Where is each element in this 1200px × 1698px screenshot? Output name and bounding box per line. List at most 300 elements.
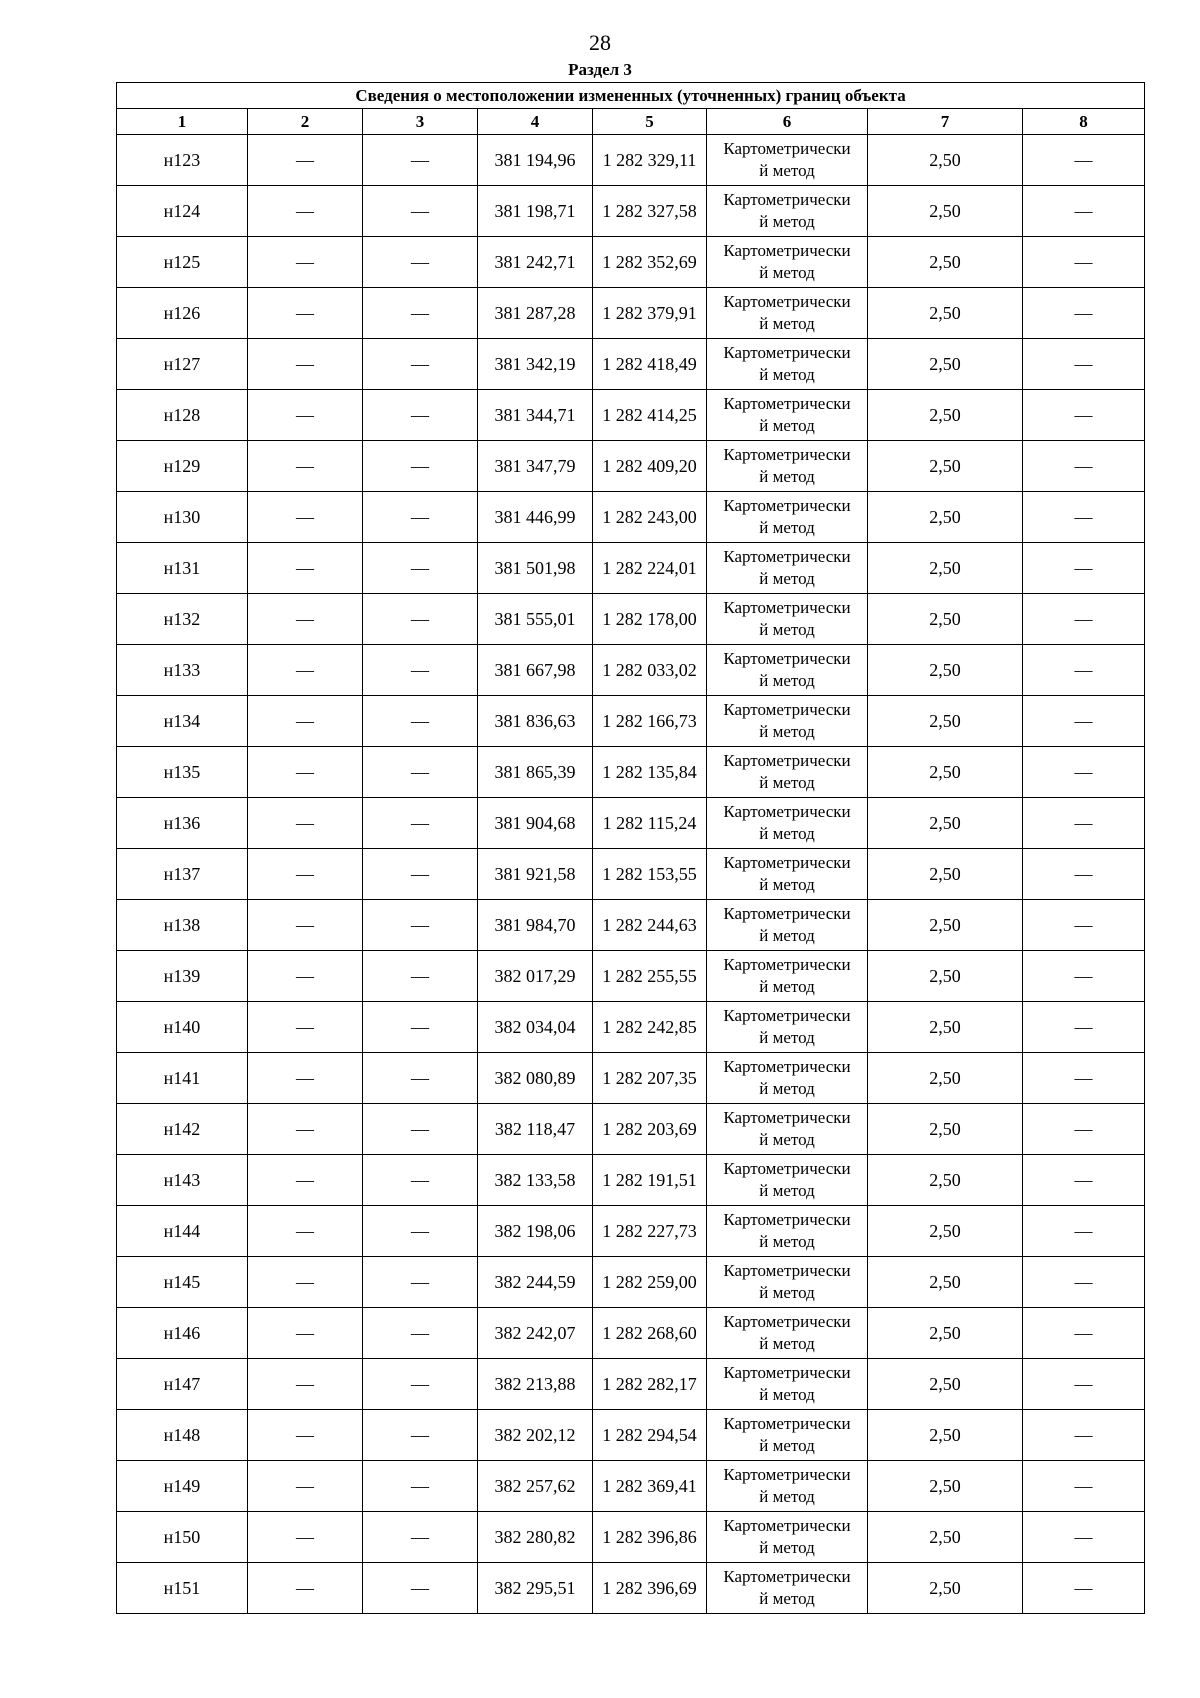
table-row xyxy=(117,1002,1145,1053)
point-cell: н137 xyxy=(117,849,248,900)
empty-value-cell: — xyxy=(1023,1359,1145,1410)
empty-value-cell: — xyxy=(363,441,478,492)
method-line-1: Картометрически xyxy=(723,394,851,413)
x-coordinate-cell: 382 295,51 xyxy=(478,1563,593,1614)
accuracy-cell: 2,50 xyxy=(868,1308,1023,1359)
accuracy-cell: 2,50 xyxy=(868,1206,1023,1257)
table-row xyxy=(117,798,1145,849)
empty-value-cell: — xyxy=(248,1308,363,1359)
x-coordinate-cell: 381 342,19 xyxy=(478,339,593,390)
empty-value-cell: — xyxy=(363,849,478,900)
method-cell xyxy=(707,696,868,747)
empty-value-cell: — xyxy=(363,543,478,594)
accuracy-cell: 2,50 xyxy=(868,237,1023,288)
empty-value-cell: — xyxy=(363,951,478,1002)
y-coordinate-cell: 1 282 227,73 xyxy=(593,1206,707,1257)
y-coordinate-cell: 1 282 178,00 xyxy=(593,594,707,645)
y-coordinate-cell: 1 282 166,73 xyxy=(593,696,707,747)
method-cell xyxy=(707,1410,868,1461)
empty-value-cell: — xyxy=(248,849,363,900)
x-coordinate-cell: 382 213,88 xyxy=(478,1359,593,1410)
empty-value-cell: — xyxy=(248,1512,363,1563)
table-row xyxy=(117,1512,1145,1563)
empty-value-cell: — xyxy=(248,543,363,594)
accuracy-cell: 2,50 xyxy=(868,849,1023,900)
y-coordinate-cell: 1 282 153,55 xyxy=(593,849,707,900)
empty-value-cell: — xyxy=(363,1002,478,1053)
boundary-coordinates-table xyxy=(116,82,1145,1614)
empty-value-cell: — xyxy=(363,492,478,543)
empty-value-cell: — xyxy=(1023,135,1145,186)
method-line-1: Картометрически xyxy=(723,802,851,821)
point-cell: н129 xyxy=(117,441,248,492)
method-line-2: й метод xyxy=(759,773,815,792)
point-cell: н144 xyxy=(117,1206,248,1257)
table-row xyxy=(117,1563,1145,1614)
method-cell xyxy=(707,1104,868,1155)
method-line-2: й метод xyxy=(759,161,815,180)
y-coordinate-cell: 1 282 203,69 xyxy=(593,1104,707,1155)
empty-value-cell: — xyxy=(1023,1053,1145,1104)
table-row xyxy=(117,594,1145,645)
accuracy-cell: 2,50 xyxy=(868,543,1023,594)
y-coordinate-cell: 1 282 243,00 xyxy=(593,492,707,543)
method-cell xyxy=(707,1563,868,1614)
y-coordinate-cell: 1 282 282,17 xyxy=(593,1359,707,1410)
table-row xyxy=(117,747,1145,798)
x-coordinate-cell: 381 984,70 xyxy=(478,900,593,951)
empty-value-cell: — xyxy=(1023,594,1145,645)
point-cell: н126 xyxy=(117,288,248,339)
empty-value-cell: — xyxy=(1023,645,1145,696)
empty-value-cell: — xyxy=(1023,390,1145,441)
y-coordinate-cell: 1 282 255,55 xyxy=(593,951,707,1002)
empty-value-cell: — xyxy=(1023,1257,1145,1308)
method-line-2: й метод xyxy=(759,722,815,741)
table-row xyxy=(117,339,1145,390)
empty-value-cell: — xyxy=(363,237,478,288)
empty-value-cell: — xyxy=(363,594,478,645)
y-coordinate-cell: 1 282 224,01 xyxy=(593,543,707,594)
method-cell xyxy=(707,747,868,798)
empty-value-cell: — xyxy=(363,1053,478,1104)
y-coordinate-cell: 1 282 409,20 xyxy=(593,441,707,492)
table-row xyxy=(117,492,1145,543)
accuracy-cell: 2,50 xyxy=(868,696,1023,747)
empty-value-cell: — xyxy=(248,186,363,237)
empty-value-cell: — xyxy=(248,441,363,492)
x-coordinate-cell: 381 921,58 xyxy=(478,849,593,900)
point-cell: н147 xyxy=(117,1359,248,1410)
empty-value-cell: — xyxy=(248,1104,363,1155)
column-number: 1 xyxy=(117,109,248,135)
method-cell xyxy=(707,441,868,492)
empty-value-cell: — xyxy=(1023,1308,1145,1359)
y-coordinate-cell: 1 282 379,91 xyxy=(593,288,707,339)
y-coordinate-cell: 1 282 135,84 xyxy=(593,747,707,798)
x-coordinate-cell: 381 347,79 xyxy=(478,441,593,492)
y-coordinate-cell: 1 282 396,69 xyxy=(593,1563,707,1614)
method-cell xyxy=(707,1461,868,1512)
table-title: Сведения о местоположении измененных (уточненных) границ объекта xyxy=(117,83,1145,109)
empty-value-cell: — xyxy=(1023,186,1145,237)
point-cell: н145 xyxy=(117,1257,248,1308)
method-line-1: Картометрически xyxy=(723,1159,851,1178)
y-coordinate-cell: 1 282 352,69 xyxy=(593,237,707,288)
page-number: 28 xyxy=(589,30,611,55)
empty-value-cell: — xyxy=(1023,492,1145,543)
empty-value-cell: — xyxy=(1023,798,1145,849)
accuracy-cell: 2,50 xyxy=(868,390,1023,441)
empty-value-cell: — xyxy=(1023,696,1145,747)
method-cell xyxy=(707,1359,868,1410)
method-line-2: й метод xyxy=(759,671,815,690)
point-cell: н139 xyxy=(117,951,248,1002)
method-cell xyxy=(707,951,868,1002)
point-cell: н141 xyxy=(117,1053,248,1104)
empty-value-cell: — xyxy=(363,1410,478,1461)
table-row xyxy=(117,237,1145,288)
method-line-2: й метод xyxy=(759,1487,815,1506)
method-line-1: Картометрически xyxy=(723,700,851,719)
empty-value-cell: — xyxy=(363,186,478,237)
method-cell xyxy=(707,390,868,441)
empty-value-cell: — xyxy=(363,747,478,798)
method-line-1: Картометрически xyxy=(723,1567,851,1586)
column-number: 5 xyxy=(593,109,707,135)
empty-value-cell: — xyxy=(248,594,363,645)
accuracy-cell: 2,50 xyxy=(868,1563,1023,1614)
table-row xyxy=(117,645,1145,696)
empty-value-cell: — xyxy=(1023,1155,1145,1206)
accuracy-cell: 2,50 xyxy=(868,135,1023,186)
method-line-1: Картометрически xyxy=(723,1414,851,1433)
method-cell xyxy=(707,849,868,900)
method-line-1: Картометрически xyxy=(723,190,851,209)
x-coordinate-cell: 381 836,63 xyxy=(478,696,593,747)
accuracy-cell: 2,50 xyxy=(868,339,1023,390)
method-line-1: Картометрически xyxy=(723,292,851,311)
y-coordinate-cell: 1 282 191,51 xyxy=(593,1155,707,1206)
empty-value-cell: — xyxy=(363,1308,478,1359)
y-coordinate-cell: 1 282 329,11 xyxy=(593,135,707,186)
method-line-2: й метод xyxy=(759,1385,815,1404)
method-line-2: й метод xyxy=(759,1232,815,1251)
empty-value-cell: — xyxy=(363,1563,478,1614)
point-cell: н127 xyxy=(117,339,248,390)
point-cell: н138 xyxy=(117,900,248,951)
accuracy-cell: 2,50 xyxy=(868,1512,1023,1563)
empty-value-cell: — xyxy=(1023,288,1145,339)
method-line-2: й метод xyxy=(759,620,815,639)
method-line-2: й метод xyxy=(759,467,815,486)
table-row xyxy=(117,849,1145,900)
empty-value-cell: — xyxy=(248,900,363,951)
method-cell xyxy=(707,237,868,288)
point-cell: н130 xyxy=(117,492,248,543)
y-coordinate-cell: 1 282 244,63 xyxy=(593,900,707,951)
empty-value-cell: — xyxy=(1023,237,1145,288)
column-number-row xyxy=(117,109,1145,135)
x-coordinate-cell: 382 034,04 xyxy=(478,1002,593,1053)
accuracy-cell: 2,50 xyxy=(868,1257,1023,1308)
method-line-2: й метод xyxy=(759,1028,815,1047)
empty-value-cell: — xyxy=(1023,849,1145,900)
point-cell: н136 xyxy=(117,798,248,849)
empty-value-cell: — xyxy=(1023,951,1145,1002)
method-line-2: й метод xyxy=(759,314,815,333)
empty-value-cell: — xyxy=(248,1155,363,1206)
point-cell: н150 xyxy=(117,1512,248,1563)
column-number: 8 xyxy=(1023,109,1145,135)
method-line-2: й метод xyxy=(759,1130,815,1149)
empty-value-cell: — xyxy=(363,1257,478,1308)
x-coordinate-cell: 381 555,01 xyxy=(478,594,593,645)
y-coordinate-cell: 1 282 033,02 xyxy=(593,645,707,696)
table-row xyxy=(117,1257,1145,1308)
empty-value-cell: — xyxy=(363,900,478,951)
table-row xyxy=(117,1155,1145,1206)
empty-value-cell: — xyxy=(1023,441,1145,492)
table-row xyxy=(117,696,1145,747)
table-row xyxy=(117,1410,1145,1461)
method-line-1: Картометрически xyxy=(723,598,851,617)
x-coordinate-cell: 382 257,62 xyxy=(478,1461,593,1512)
table-row xyxy=(117,390,1145,441)
method-line-2: й метод xyxy=(759,1181,815,1200)
method-cell xyxy=(707,594,868,645)
empty-value-cell: — xyxy=(248,1461,363,1512)
accuracy-cell: 2,50 xyxy=(868,1410,1023,1461)
empty-value-cell: — xyxy=(363,1206,478,1257)
method-line-1: Картометрически xyxy=(723,1210,851,1229)
point-cell: н146 xyxy=(117,1308,248,1359)
column-number: 7 xyxy=(868,109,1023,135)
method-cell xyxy=(707,1206,868,1257)
point-cell: н149 xyxy=(117,1461,248,1512)
empty-value-cell: — xyxy=(1023,900,1145,951)
method-line-1: Картометрически xyxy=(723,1516,851,1535)
accuracy-cell: 2,50 xyxy=(868,288,1023,339)
method-line-1: Картометрически xyxy=(723,853,851,872)
table-row xyxy=(117,288,1145,339)
empty-value-cell: — xyxy=(248,1563,363,1614)
empty-value-cell: — xyxy=(363,339,478,390)
empty-value-cell: — xyxy=(248,951,363,1002)
table-row xyxy=(117,900,1145,951)
point-cell: н151 xyxy=(117,1563,248,1614)
method-line-1: Картометрически xyxy=(723,1057,851,1076)
method-line-1: Картометрически xyxy=(723,445,851,464)
accuracy-cell: 2,50 xyxy=(868,441,1023,492)
x-coordinate-cell: 381 501,98 xyxy=(478,543,593,594)
accuracy-cell: 2,50 xyxy=(868,1359,1023,1410)
empty-value-cell: — xyxy=(363,135,478,186)
empty-value-cell: — xyxy=(248,339,363,390)
point-cell: н128 xyxy=(117,390,248,441)
method-cell xyxy=(707,543,868,594)
method-cell xyxy=(707,645,868,696)
table-row xyxy=(117,1308,1145,1359)
accuracy-cell: 2,50 xyxy=(868,900,1023,951)
empty-value-cell: — xyxy=(363,390,478,441)
method-cell xyxy=(707,1257,868,1308)
empty-value-cell: — xyxy=(363,1359,478,1410)
method-line-2: й метод xyxy=(759,1079,815,1098)
empty-value-cell: — xyxy=(363,1461,478,1512)
empty-value-cell: — xyxy=(363,1104,478,1155)
empty-value-cell: — xyxy=(248,645,363,696)
accuracy-cell: 2,50 xyxy=(868,492,1023,543)
table-row xyxy=(117,135,1145,186)
method-line-1: Картометрически xyxy=(723,343,851,362)
empty-value-cell: — xyxy=(248,237,363,288)
x-coordinate-cell: 382 118,47 xyxy=(478,1104,593,1155)
section-title: Раздел 3 xyxy=(568,60,632,79)
method-cell xyxy=(707,492,868,543)
method-cell xyxy=(707,1155,868,1206)
method-line-1: Картометрически xyxy=(723,1465,851,1484)
empty-value-cell: — xyxy=(363,645,478,696)
table-row xyxy=(117,1461,1145,1512)
x-coordinate-cell: 382 242,07 xyxy=(478,1308,593,1359)
x-coordinate-cell: 382 198,06 xyxy=(478,1206,593,1257)
method-cell xyxy=(707,1053,868,1104)
method-line-2: й метод xyxy=(759,926,815,945)
empty-value-cell: — xyxy=(248,135,363,186)
method-line-2: й метод xyxy=(759,212,815,231)
x-coordinate-cell: 381 904,68 xyxy=(478,798,593,849)
method-line-1: Картометрически xyxy=(723,241,851,260)
y-coordinate-cell: 1 282 396,86 xyxy=(593,1512,707,1563)
method-cell xyxy=(707,288,868,339)
y-coordinate-cell: 1 282 327,58 xyxy=(593,186,707,237)
accuracy-cell: 2,50 xyxy=(868,1002,1023,1053)
empty-value-cell: — xyxy=(248,288,363,339)
empty-value-cell: — xyxy=(1023,1104,1145,1155)
y-coordinate-cell: 1 282 207,35 xyxy=(593,1053,707,1104)
method-line-1: Картометрически xyxy=(723,496,851,515)
empty-value-cell: — xyxy=(248,1053,363,1104)
table-row xyxy=(117,441,1145,492)
method-cell xyxy=(707,135,868,186)
method-line-2: й метод xyxy=(759,1283,815,1302)
empty-value-cell: — xyxy=(363,288,478,339)
empty-value-cell: — xyxy=(1023,747,1145,798)
empty-value-cell: — xyxy=(363,1512,478,1563)
accuracy-cell: 2,50 xyxy=(868,747,1023,798)
method-line-1: Картометрически xyxy=(723,1261,851,1280)
accuracy-cell: 2,50 xyxy=(868,951,1023,1002)
point-cell: н134 xyxy=(117,696,248,747)
method-line-2: й метод xyxy=(759,365,815,384)
method-cell xyxy=(707,1512,868,1563)
x-coordinate-cell: 381 242,71 xyxy=(478,237,593,288)
y-coordinate-cell: 1 282 369,41 xyxy=(593,1461,707,1512)
empty-value-cell: — xyxy=(1023,1461,1145,1512)
point-cell: н140 xyxy=(117,1002,248,1053)
method-cell xyxy=(707,900,868,951)
method-line-2: й метод xyxy=(759,263,815,282)
y-coordinate-cell: 1 282 294,54 xyxy=(593,1410,707,1461)
point-cell: н142 xyxy=(117,1104,248,1155)
method-line-1: Картометрически xyxy=(723,955,851,974)
method-line-2: й метод xyxy=(759,977,815,996)
empty-value-cell: — xyxy=(248,696,363,747)
x-coordinate-cell: 382 202,12 xyxy=(478,1410,593,1461)
empty-value-cell: — xyxy=(248,747,363,798)
x-coordinate-cell: 382 133,58 xyxy=(478,1155,593,1206)
x-coordinate-cell: 382 017,29 xyxy=(478,951,593,1002)
method-line-2: й метод xyxy=(759,569,815,588)
empty-value-cell: — xyxy=(248,798,363,849)
point-cell: н143 xyxy=(117,1155,248,1206)
method-line-2: й метод xyxy=(759,1589,815,1608)
method-line-1: Картометрически xyxy=(723,1363,851,1382)
accuracy-cell: 2,50 xyxy=(868,798,1023,849)
empty-value-cell: — xyxy=(363,798,478,849)
empty-value-cell: — xyxy=(1023,339,1145,390)
empty-value-cell: — xyxy=(1023,1410,1145,1461)
x-coordinate-cell: 381 194,96 xyxy=(478,135,593,186)
point-cell: н132 xyxy=(117,594,248,645)
method-cell xyxy=(707,339,868,390)
empty-value-cell: — xyxy=(248,492,363,543)
method-line-2: й метод xyxy=(759,1436,815,1455)
column-number: 4 xyxy=(478,109,593,135)
empty-value-cell: — xyxy=(363,696,478,747)
x-coordinate-cell: 381 287,28 xyxy=(478,288,593,339)
column-number: 2 xyxy=(248,109,363,135)
table-body xyxy=(117,135,1145,1614)
x-coordinate-cell: 381 667,98 xyxy=(478,645,593,696)
point-cell: н123 xyxy=(117,135,248,186)
method-line-2: й метод xyxy=(759,875,815,894)
x-coordinate-cell: 381 865,39 xyxy=(478,747,593,798)
point-cell: н125 xyxy=(117,237,248,288)
empty-value-cell: — xyxy=(1023,543,1145,594)
accuracy-cell: 2,50 xyxy=(868,1104,1023,1155)
method-line-1: Картометрически xyxy=(723,1006,851,1025)
method-line-1: Картометрически xyxy=(723,1312,851,1331)
empty-value-cell: — xyxy=(1023,1206,1145,1257)
empty-value-cell: — xyxy=(1023,1002,1145,1053)
empty-value-cell: — xyxy=(1023,1563,1145,1614)
accuracy-cell: 2,50 xyxy=(868,594,1023,645)
empty-value-cell: — xyxy=(248,390,363,441)
empty-value-cell: — xyxy=(248,1257,363,1308)
column-number: 6 xyxy=(707,109,868,135)
method-line-1: Картометрически xyxy=(723,139,851,158)
accuracy-cell: 2,50 xyxy=(868,186,1023,237)
method-line-1: Картометрически xyxy=(723,1108,851,1127)
y-coordinate-cell: 1 282 242,85 xyxy=(593,1002,707,1053)
method-line-1: Картометрически xyxy=(723,904,851,923)
empty-value-cell: — xyxy=(248,1002,363,1053)
method-cell xyxy=(707,186,868,237)
table-row xyxy=(117,1104,1145,1155)
x-coordinate-cell: 382 080,89 xyxy=(478,1053,593,1104)
point-cell: н135 xyxy=(117,747,248,798)
table-row xyxy=(117,186,1145,237)
table-row xyxy=(117,1053,1145,1104)
table-row xyxy=(117,543,1145,594)
y-coordinate-cell: 1 282 259,00 xyxy=(593,1257,707,1308)
method-line-2: й метод xyxy=(759,1334,815,1353)
method-line-2: й метод xyxy=(759,824,815,843)
method-cell xyxy=(707,1002,868,1053)
point-cell: н148 xyxy=(117,1410,248,1461)
